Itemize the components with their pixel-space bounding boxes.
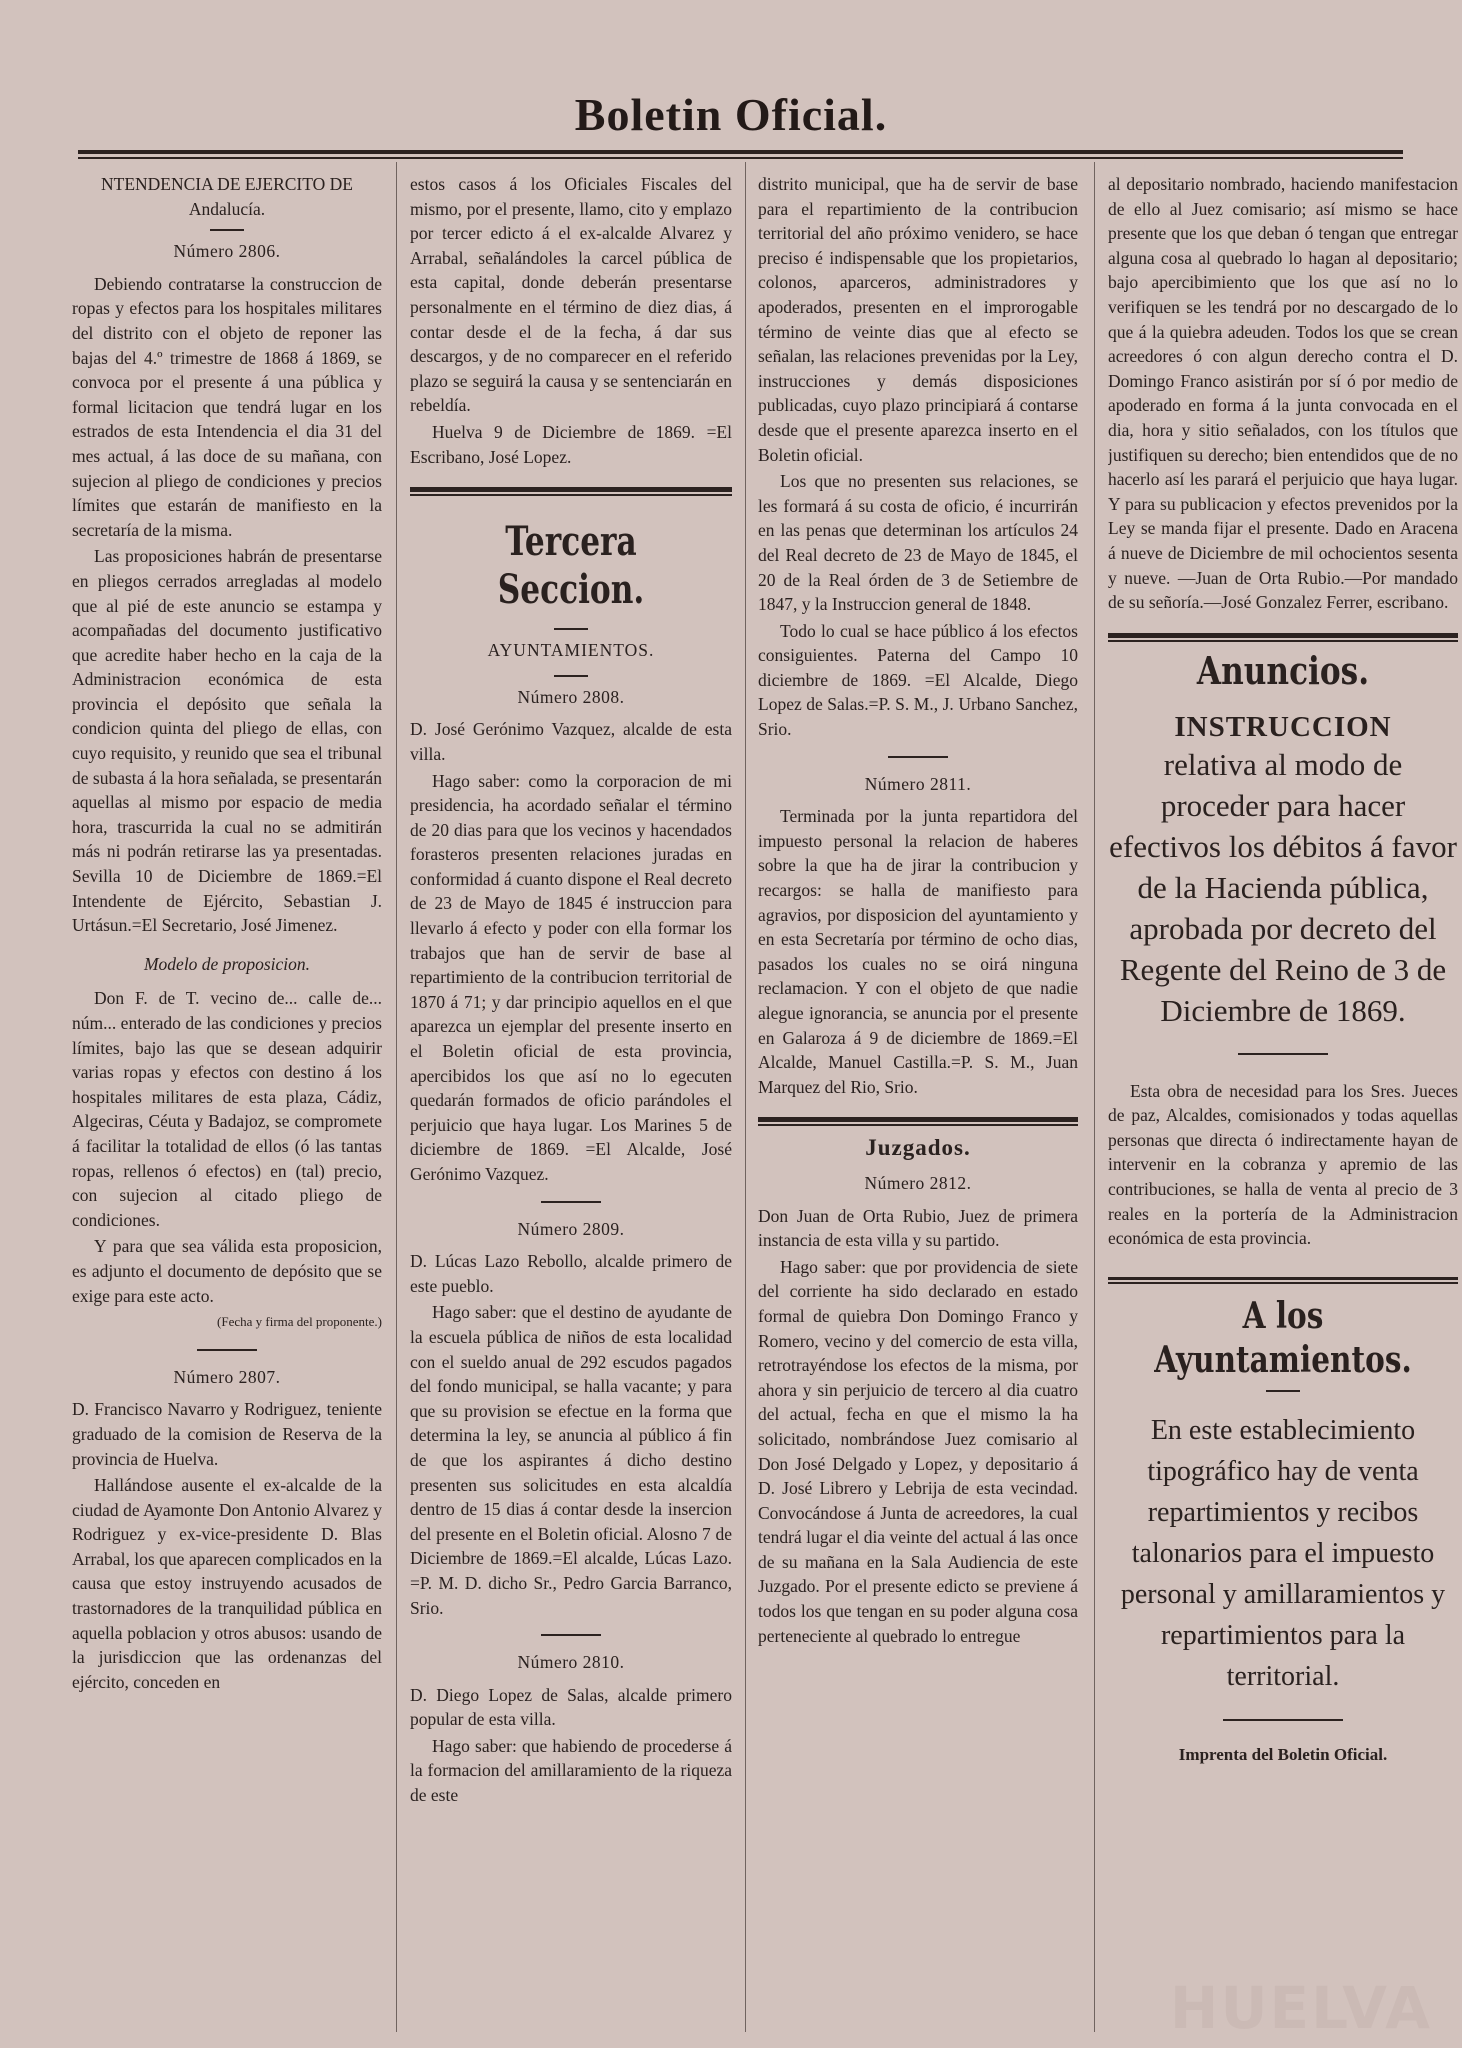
column-divider — [396, 162, 397, 2032]
notice-number: Número 2810. — [517, 1652, 625, 1673]
paragraph: Hago saber: que por providencia de siete del corriente ha sido declarado en estado formal de quiebra Don Domingo Franco y Romero, vecino y del comercio de esta villa, retrotrayéndose los efectos de la misma, por ahora y sin perjuicio de tercero al dia cuatro del actual, fecha en que el mismo la ha solicitado, nombrándose Juez comisario al Don José Delgado y Lopez, y depositario á D. José Librero y Lebrija de esta vecindad. Convocándose á Junta de acreedores, la cual tendrá lugar el dia veinte del actual á las once de su mañana en la Sala Audiencia de este Juzgado. Por el presente edicto se previene á todos los que tengan en su poder alguna cosa perteneciente al quebrado lo entregue — [758, 1256, 1078, 1646]
paragraph: Hago saber: como la corporacion de mi presidencia, ha acordado señalar el término de 20 dias para que los vecinos y hacendados forasteros presenten relaciones juradas en conformidad á cuanto dispone el Real decreto de 23 de Mayo de 1845 é instruccion para llevarlo á efecto y poder con ella formar los trabajos que han de servir de base al repartimiento de la contribucion territorial de 1870 á 71; y dar principio aquellos en el que aparezca un ejemplar del presente inserto en el Boletin oficial de esta provincia, apercibidos los que así no lo egecuten quedarán formados de oficio parándoles el perjuicio que haya lugar. Los Marines 5 de diciembre de 1869. =El Alcalde, José Gerónimo Vazquez. — [410, 770, 732, 1184]
rule — [554, 628, 588, 630]
rule — [210, 229, 244, 231]
paragraph: Hago saber: que el destino de ayudante de la escuela pública de niños de esta localidad con el sueldo anual de 292 escudos pagados del fondo municipal, se halla vacante; y para que su provision se efectue en la forma que determina la ley, se anuncia al público á fin de que los aspirantes á dicho destino presenten sus solicitudes en esta alcaldía dentro de 15 dias á contar desde la insercion del presente en el Boletin oficial. Alosno 7 de Diciembre de 1869.=El alcalde, Lúcas Lazo. =P. M. D. dicho Sr., Pedro Garcia Barranco, Srio. — [410, 1302, 732, 1618]
notice-number: Número 2807. — [173, 1366, 281, 1387]
notice-number: Número 2812. — [864, 1172, 972, 1193]
rule — [410, 494, 732, 496]
rule — [758, 1117, 1078, 1122]
section-title: A los Ayuntamientos. — [1154, 1294, 1412, 1381]
archive-watermark: HUELVA — [1169, 1974, 1432, 2042]
column-1 — [72, 172, 382, 2032]
ad-heading: INSTRUCCION — [1174, 710, 1392, 743]
paragraph: Don F. de T. vecino de... calle de... núm... enterado de las condiciones y precios límites, bajo las que se desean adquirir varias ropas y efectos con destino á los hospitales militares de esta plaza, Cádiz, Algeciras, Céuta y Badajoz, se compromete á facilitar la totalidad de ellos (ó las tantas ropas, rellenos ó efectos) en (tal) precio, con sujecion al citado pliego de condiciones. — [72, 988, 382, 1230]
ad-body: En este establecimiento tipográfico hay de venta repartimientos y recibos talonarios para el impuesto personal y amillaramientos y repartimientos para la territorial. — [1120, 1414, 1446, 1692]
rule — [1238, 1053, 1328, 1055]
rule — [554, 675, 588, 677]
paragraph: D. Lúcas Lazo Rebollo, alcalde primero de este pueblo. — [410, 1251, 732, 1296]
signature-note: (Fecha y firma del proponente.) — [217, 1314, 382, 1330]
subheading: Modelo de proposicion. — [143, 953, 311, 974]
paragraph: D. Francisco Navarro y Rodriguez, teniente graduado de la comision de Reserva de la provincia de Huelva. — [72, 1399, 382, 1469]
subheading: AYUNTAMIENTOS. — [487, 640, 655, 661]
column-4 — [1108, 172, 1458, 2032]
section-title: Juzgados. — [865, 1135, 971, 1161]
paragraph: Hago saber: que habiendo de procederse á la formacion del amillaramiento de la riqueza de este — [410, 1735, 732, 1806]
masthead-rule — [78, 150, 1403, 159]
rule — [1108, 633, 1458, 638]
column-divider — [745, 162, 746, 2032]
rule — [410, 487, 732, 492]
printer-credit: Imprenta del Boletin Oficial. — [1178, 1744, 1388, 1764]
paragraph: Terminada por la junta repartidora del impuesto personal la relacion de haberes sobre la que ha de jirar la contribucion y recargos: se halla de manifiesto para agravios, por disposicion del ayuntamiento y en esta Secretaría por término de ocho dias, pasados los cuales no se oirá ninguna reclamacion. Y con el objeto de que nadie alegue ignorancia, se anuncia por el presente en Galaroza á 9 de diciembre de 1869.=El Alcalde, Manuel Castilla.=P. S. M., Juan Marquez del Rio, Srio. — [758, 806, 1078, 1097]
column-3 — [758, 172, 1078, 2032]
ad-title: relativa al modo de proceder para hacer efectivos los débitos á favor de la Hacienda pública, aprobada por decreto del Regente del Reino de 3 de Diciembre de 1869. — [1109, 746, 1457, 1028]
paragraph: Esta obra de necesidad para los Sres. Jueces de paz, Alcaldes, comisionados y todas aquellas personas que directa ó indirectamente hayan de intervenir en la cobranza y apremio de las contribuciones, se halla de venta al precio de 3 reales en la portería de la Administracion económica de esta provincia. — [1108, 1080, 1458, 1249]
column-divider — [1094, 162, 1095, 2032]
paragraph: estos casos á los Oficiales Fiscales del mismo, por el presente, llamo, cito y emplazo por tercer edicto á el ex-alcalde Alvarez y Arrabal, señalándoles la carcel pública de esta capital, donde deberán presentarse personalmente en el término de diez dias, á contar desde el de la fecha, á dar sus descargos, y de no comparecer en el referido plazo se seguirá la causa y se sentenciarán en rebeldía. — [410, 174, 732, 416]
rule — [1108, 1282, 1458, 1284]
paragraph: D. José Gerónimo Vazquez, alcalde de esta villa. — [410, 719, 732, 764]
paragraph: D. Diego Lopez de Salas, alcalde primero popular de esta villa. — [410, 1684, 732, 1730]
rule — [1108, 640, 1458, 642]
rule — [541, 1634, 601, 1636]
section-heading: NTENDENCIA DE EJERCITO DE Andalucía. — [101, 174, 353, 219]
rule — [758, 1124, 1078, 1126]
paragraph: al depositario nombrado, haciendo manifestacion de ello al Juez comisario; así mismo se hace presente que los que deban ó tengan que entregar alguna cosa al quebrado lo hagan al depositario; bajo apercibimiento que los que así no lo verifiquen se les tendrá por no descargado de lo que á la quiebra adeuden. Todos los que se crean acreedores ó con algun derecho contra el D. Domingo Franco asistirán por sí ó por medio de apoderado en forma á la junta convocada en el dia, hora y sitio señalados, con los títulos que justifiquen su derecho; bien entendidos que de no hacerlo así les parará el perjuicio que haya lugar. Y para su publicacion y efectos prevenidos por la Ley se manda fijar el presente. Dado en Aracena á nueve de Diciembre de mil ochocientos sesenta y nueve. —Juan de Orta Rubio.—Por mandado de su señoría.—José Gonzalez Ferrer, escribano. — [1108, 174, 1458, 613]
paragraph: Debiendo contratarse la construccion de ropas y efectos para los hospitales militares del distrito con el objeto de reponer las bajas del 4.º trimestre de 1868 á 1869, se convoca por el presente á una pública y formal licitacion que tendrá lugar en los estrados de esta Intendencia el dia 31 del mes actual, á las doce de su mañana, con sujecion al pliego de condiciones y precios límites que estarán de manifiesto en la secretaría de la misma. — [72, 273, 382, 540]
paragraph: Las proposiciones habrán de presentarse en pliegos cerrados arregladas al modelo que al pié de este anuncio se estampa y acompañadas del documento justificativo que acredite haber hecho en la caja de la Administracion económica de esta provincia el depósito que señala la condicion quinta del pliego de ellas, con cuyo requisito, y reunido que sea el tribunal de subasta á la hora señalada, se presentarán aquellas al mismo por espacio de media hora, trascurrida la cual no se admitirán más ni podrán retirarse las ya presentadas. Sevilla 10 de Diciembre de 1869.=El Intendente de Ejército, Sebastian J. Urtásun.=El Secretario, José Jimenez. — [72, 546, 382, 936]
paragraph: Y para que sea válida esta proposicion, es adjunto el documento de depósito que se exige para este acto. — [72, 1236, 382, 1306]
rule — [1266, 1390, 1300, 1392]
paragraph: Hallándose ausente el ex-alcalde de la ciudad de Ayamonte Don Antonio Alvarez y Rodriguez y ex-vice-presidente D. Blas Arrabal, los que aparecen complicados en la causa que estoy instruyendo acusados de trastornadores de la tranquilidad pública en aquella poblacion y otros abusos: usando de la jurisdiccion que las ordenanzas del ejército, conceden en — [72, 1475, 382, 1692]
rule — [1223, 1719, 1343, 1721]
section-title: Tercera Seccion. — [497, 518, 645, 614]
paragraph: Todo lo cual se hace público á los efectos consiguientes. Paterna del Campo 10 diciembre de 1869. =El Alcalde, Diego Lopez de Salas.=P. S. M., J. Urbano Sanchez, Srio. — [758, 620, 1078, 740]
masthead-title: Boletin Oficial. — [574, 89, 888, 140]
paragraph: Huelva 9 de Diciembre de 1869. =El Escribano, José Lopez. — [410, 421, 732, 467]
notice-number: Número 2806. — [173, 241, 281, 262]
rule — [1108, 1277, 1458, 1280]
rule — [888, 756, 948, 758]
notice-number: Número 2811. — [864, 773, 972, 794]
paragraph: Don Juan de Orta Rubio, Juez de primera instancia de esta villa y su partido. — [758, 1205, 1078, 1251]
notice-number: Número 2808. — [517, 686, 625, 707]
notice-number: Número 2809. — [517, 1218, 625, 1239]
rule — [541, 1201, 601, 1203]
section-title: Anuncios. — [1196, 647, 1370, 693]
column-2 — [410, 172, 732, 2032]
paragraph: Los que no presenten sus relaciones, se les formará á su costa de oficio, é incurrirán en las penas que determinan los artículos 24 del Real decreto de 23 de Mayo de 1845, el 20 de la Real órden de 3 de Setiembre de 1847, y la Instruccion general de 1848. — [758, 471, 1078, 615]
paragraph: distrito municipal, que ha de servir de base para el repartimiento de la contribucion territorial del año próximo venidero, se hace preciso é indispensable que los propietarios, colonos, aparceros, administradores y apoderados, presenten en el improrogable término de veinte dias que al efecto se señalan, las relaciones prevenidas por la Ley, instrucciones y demás disposiciones publicadas, cuyo plazo principiará á contarse desde que el presente aparezca inserto en el Boletin oficial. — [758, 174, 1078, 465]
rule — [197, 1349, 257, 1351]
